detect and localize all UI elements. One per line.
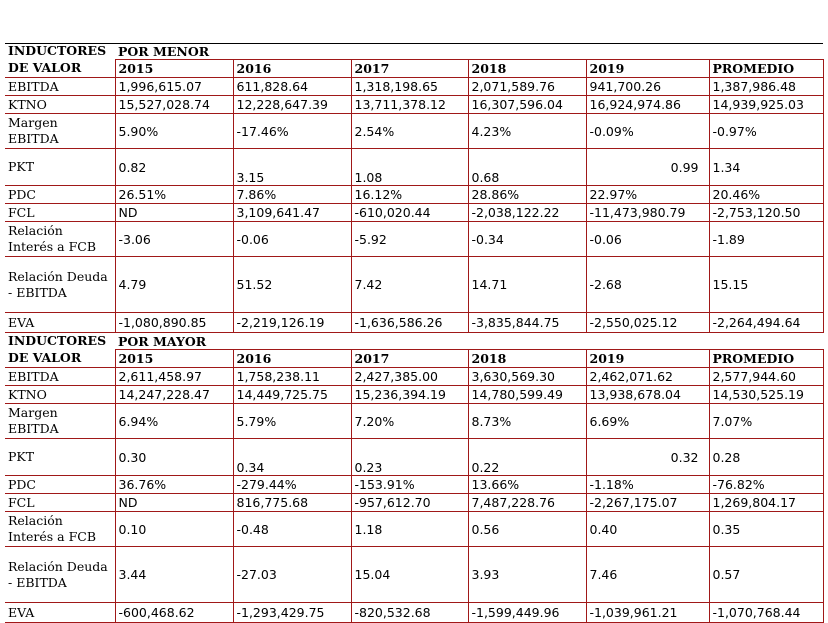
cell-value: -1,293,429.75 bbox=[233, 603, 351, 623]
cell-value: 3.44 bbox=[115, 547, 233, 603]
cell-value: 15,236,394.19 bbox=[351, 386, 468, 404]
column-header: 2017 bbox=[351, 60, 468, 78]
row-label: PDC bbox=[5, 186, 115, 204]
cell-value: 0.30 bbox=[115, 439, 233, 476]
row-label: EVA bbox=[5, 603, 115, 623]
cell-value: -76.82% bbox=[709, 476, 823, 494]
cell-value: -2,267,175.07 bbox=[586, 494, 709, 512]
value-drivers-table bbox=[5, 43, 824, 623]
cell-value: 0.34 bbox=[233, 439, 351, 476]
cell-value: 36.76% bbox=[115, 476, 233, 494]
cell-value: 7,487,228.76 bbox=[468, 494, 586, 512]
column-header: PROMEDIO bbox=[709, 350, 823, 368]
cell-value: 1,269,804.17 bbox=[709, 494, 823, 512]
section-label-line1: INDUCTORES bbox=[5, 333, 115, 350]
row-label: PDC bbox=[5, 476, 115, 494]
row-label: EBITDA bbox=[5, 368, 115, 386]
table-body bbox=[5, 43, 823, 623]
cell-value: -5.92 bbox=[351, 222, 468, 257]
column-header: PROMEDIO bbox=[709, 60, 823, 78]
cell-value: -3.06 bbox=[115, 222, 233, 257]
table-row bbox=[5, 386, 823, 404]
table-row bbox=[5, 204, 823, 222]
column-header: 2019 bbox=[586, 60, 709, 78]
cell-value: 7.46 bbox=[586, 547, 709, 603]
cell-value: -610,020.44 bbox=[351, 204, 468, 222]
cell-value: 3.93 bbox=[468, 547, 586, 603]
cell-value: 3.15 bbox=[233, 149, 351, 186]
cell-value: 7.20% bbox=[351, 404, 468, 439]
cell-value: -2.68 bbox=[586, 257, 709, 313]
column-header: 2018 bbox=[468, 350, 586, 368]
cell-value: 51.52 bbox=[233, 257, 351, 313]
cell-value: 22.97% bbox=[586, 186, 709, 204]
row-label: EVA bbox=[5, 313, 115, 333]
cell-value: -600,468.62 bbox=[115, 603, 233, 623]
row-label: Relación Deuda - EBITDA bbox=[5, 547, 115, 603]
cell-value: -2,038,122.22 bbox=[468, 204, 586, 222]
cell-value: 2,611,458.97 bbox=[115, 368, 233, 386]
cell-value: 20.46% bbox=[709, 186, 823, 204]
cell-value: 1.34 bbox=[709, 149, 823, 186]
table-row bbox=[5, 114, 823, 149]
cell-value: 0.10 bbox=[115, 512, 233, 547]
column-header: 2015 bbox=[115, 60, 233, 78]
cell-value: 1,996,615.07 bbox=[115, 78, 233, 96]
cell-value: -0.48 bbox=[233, 512, 351, 547]
row-label: EBITDA bbox=[5, 78, 115, 96]
table-row bbox=[5, 404, 823, 439]
value-drivers-table-wrapper bbox=[5, 43, 823, 623]
cell-value: 8.73% bbox=[468, 404, 586, 439]
cell-value: 7.86% bbox=[233, 186, 351, 204]
cell-value: -2,550,025.12 bbox=[586, 313, 709, 333]
cell-value: 13,711,378.12 bbox=[351, 96, 468, 114]
cell-value: 16,924,974.86 bbox=[586, 96, 709, 114]
section-label-line2: DE VALOR bbox=[5, 60, 115, 78]
section-title-row bbox=[5, 333, 823, 350]
cell-value: -820,532.68 bbox=[351, 603, 468, 623]
cell-value: -1,636,586.26 bbox=[351, 313, 468, 333]
cell-value: 0.28 bbox=[709, 439, 823, 476]
cell-value: -27.03 bbox=[233, 547, 351, 603]
cell-value: 5.79% bbox=[233, 404, 351, 439]
row-label: Margen EBITDA bbox=[5, 114, 115, 149]
column-header: 2016 bbox=[233, 350, 351, 368]
cell-value: 0.68 bbox=[468, 149, 586, 186]
column-header: 2018 bbox=[468, 60, 586, 78]
column-header: 2015 bbox=[115, 350, 233, 368]
cell-value: -1.89 bbox=[709, 222, 823, 257]
cell-value: -11,473,980.79 bbox=[586, 204, 709, 222]
table-row bbox=[5, 222, 823, 257]
table-row bbox=[5, 149, 823, 186]
table-row bbox=[5, 186, 823, 204]
cell-value: 2,427,385.00 bbox=[351, 368, 468, 386]
cell-value: 0.40 bbox=[586, 512, 709, 547]
cell-value: 6.69% bbox=[586, 404, 709, 439]
cell-value: 941,700.26 bbox=[586, 78, 709, 96]
row-label: PKT bbox=[5, 149, 115, 186]
column-header: 2019 bbox=[586, 350, 709, 368]
cell-value: -0.06 bbox=[586, 222, 709, 257]
table-row bbox=[5, 368, 823, 386]
section-title: POR MAYOR bbox=[115, 333, 823, 350]
cell-value: -1,599,449.96 bbox=[468, 603, 586, 623]
table-row bbox=[5, 313, 823, 333]
cell-value: 2.54% bbox=[351, 114, 468, 149]
cell-value: -0.97% bbox=[709, 114, 823, 149]
cell-value: -0.09% bbox=[586, 114, 709, 149]
table-row bbox=[5, 512, 823, 547]
year-header-row bbox=[5, 60, 823, 78]
cell-value: -2,264,494.64 bbox=[709, 313, 823, 333]
section-title-row bbox=[5, 43, 823, 60]
row-label: FCL bbox=[5, 204, 115, 222]
cell-value: 14.71 bbox=[468, 257, 586, 313]
cell-value: -1.18% bbox=[586, 476, 709, 494]
cell-value: 14,247,228.47 bbox=[115, 386, 233, 404]
cell-value: -1,039,961.21 bbox=[586, 603, 709, 623]
cell-value: 13,938,678.04 bbox=[586, 386, 709, 404]
table-row bbox=[5, 78, 823, 96]
section-title: POR MENOR bbox=[118, 43, 210, 59]
row-label: KTNO bbox=[5, 96, 115, 114]
cell-value: ND bbox=[115, 204, 233, 222]
cell-value: 4.23% bbox=[468, 114, 586, 149]
cell-value: 1.18 bbox=[351, 512, 468, 547]
cell-value: 816,775.68 bbox=[233, 494, 351, 512]
column-header: 2016 bbox=[233, 60, 351, 78]
cell-value: -2,753,120.50 bbox=[709, 204, 823, 222]
table-row bbox=[5, 547, 823, 603]
row-label: KTNO bbox=[5, 386, 115, 404]
cell-value: -3,835,844.75 bbox=[468, 313, 586, 333]
cell-value: 7.07% bbox=[709, 404, 823, 439]
cell-value: 14,530,525.19 bbox=[709, 386, 823, 404]
cell-value: 6.94% bbox=[115, 404, 233, 439]
cell-value: 15.04 bbox=[351, 547, 468, 603]
cell-value: -1,080,890.85 bbox=[115, 313, 233, 333]
cell-value: 0.82 bbox=[115, 149, 233, 186]
section-label-line1: INDUCTORES bbox=[8, 43, 107, 59]
cell-value: 16,307,596.04 bbox=[468, 96, 586, 114]
cell-value: 4.79 bbox=[115, 257, 233, 313]
row-label: Relación Deuda - EBITDA bbox=[5, 257, 115, 313]
cell-value: 13.66% bbox=[468, 476, 586, 494]
cell-value: 26.51% bbox=[115, 186, 233, 204]
cell-value: 7.42 bbox=[351, 257, 468, 313]
row-label: Margen EBITDA bbox=[5, 404, 115, 439]
cell-value: 15.15 bbox=[709, 257, 823, 313]
cell-value: -957,612.70 bbox=[351, 494, 468, 512]
table-row bbox=[5, 439, 823, 476]
cell-value: 12,228,647.39 bbox=[233, 96, 351, 114]
cell-value: 0.56 bbox=[468, 512, 586, 547]
cell-value: 3,109,641.47 bbox=[233, 204, 351, 222]
cell-value: 611,828.64 bbox=[233, 78, 351, 96]
cell-value: 0.57 bbox=[709, 547, 823, 603]
cell-value: -2,219,126.19 bbox=[233, 313, 351, 333]
cell-value: 0.35 bbox=[709, 512, 823, 547]
cell-value: 5.90% bbox=[115, 114, 233, 149]
cell-value: 2,462,071.62 bbox=[586, 368, 709, 386]
table-row bbox=[5, 494, 823, 512]
cell-value: 0.99 bbox=[586, 149, 709, 186]
cell-value: ND bbox=[115, 494, 233, 512]
section-label-line2: DE VALOR bbox=[5, 350, 115, 368]
table-row bbox=[5, 476, 823, 494]
cell-value: -153.91% bbox=[351, 476, 468, 494]
cell-value: 2,071,589.76 bbox=[468, 78, 586, 96]
cell-value: -0.34 bbox=[468, 222, 586, 257]
table-row bbox=[5, 96, 823, 114]
row-label: PKT bbox=[5, 439, 115, 476]
cell-value: 1.08 bbox=[351, 149, 468, 186]
row-label: Relación Interés a FCB bbox=[5, 512, 115, 547]
cell-value: 0.32 bbox=[586, 439, 709, 476]
year-header-row bbox=[5, 350, 823, 368]
cell-value: 14,939,925.03 bbox=[709, 96, 823, 114]
row-label: Relación Interés a FCB bbox=[5, 222, 115, 257]
cell-value: 0.23 bbox=[351, 439, 468, 476]
cell-value: -17.46% bbox=[233, 114, 351, 149]
cell-value: 1,318,198.65 bbox=[351, 78, 468, 96]
cell-value: -1,070,768.44 bbox=[709, 603, 823, 623]
table-row bbox=[5, 257, 823, 313]
cell-value: 15,527,028.74 bbox=[115, 96, 233, 114]
cell-value: 1,758,238.11 bbox=[233, 368, 351, 386]
cell-value: 0.22 bbox=[468, 439, 586, 476]
cell-value: -0.06 bbox=[233, 222, 351, 257]
cell-value: 14,449,725.75 bbox=[233, 386, 351, 404]
cell-value: 14,780,599.49 bbox=[468, 386, 586, 404]
cell-value: 16.12% bbox=[351, 186, 468, 204]
cell-value: 1,387,986.48 bbox=[709, 78, 823, 96]
cell-value: 3,630,569.30 bbox=[468, 368, 586, 386]
table-row bbox=[5, 603, 823, 623]
row-label: FCL bbox=[5, 494, 115, 512]
cell-value: 2,577,944.60 bbox=[709, 368, 823, 386]
column-header: 2017 bbox=[351, 350, 468, 368]
cell-value: -279.44% bbox=[233, 476, 351, 494]
cell-value: 28.86% bbox=[468, 186, 586, 204]
